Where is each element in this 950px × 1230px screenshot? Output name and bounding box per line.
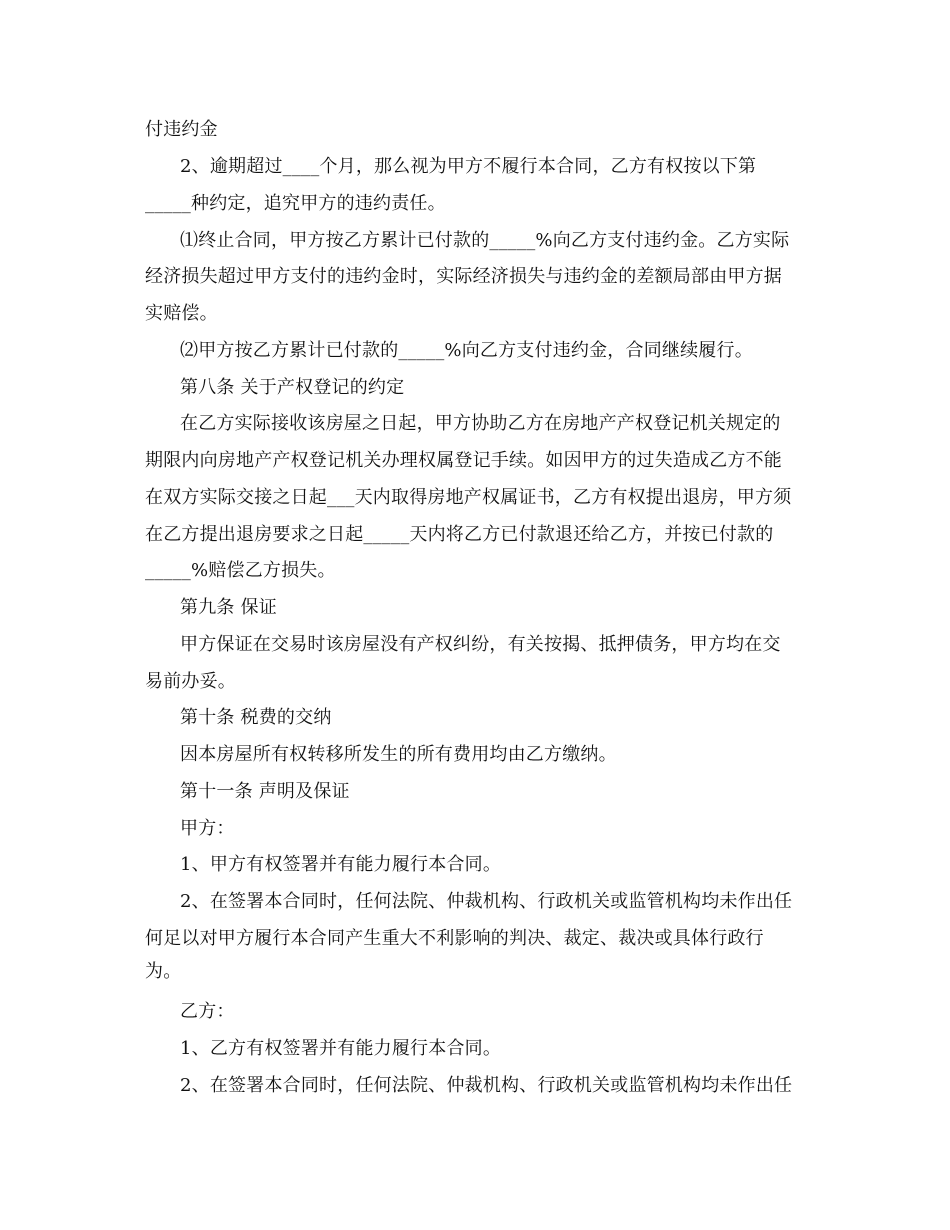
text-line: 在双方实际交接之日起___天内取得房地产权属证书，乙方有权提出退房，甲方须: [145, 487, 792, 508]
text-line: _____种约定，追究甲方的违约责任。: [145, 193, 446, 214]
text-line: 2、在签署本合同时，任何法院、仲裁机构、行政机关或监管机构均未作出任: [180, 891, 793, 912]
text-line: 付违约金: [145, 119, 218, 140]
text-line: 1、甲方有权签署并有能力履行本合同。: [180, 854, 502, 875]
text-line: 甲方保证在交易时该房屋没有产权纠纷，有关按揭、抵押债务，甲方均在交: [180, 634, 781, 655]
text-line: 为。: [145, 961, 182, 982]
text-line: 在乙方实际接收该房屋之日起，甲方协助乙方在房地产产权登记机关规定的: [180, 413, 781, 434]
party-label: 乙方：: [180, 1001, 235, 1022]
text-line: ⑵甲方按乙方累计已付款的_____%向乙方支付违约金，合同继续履行。: [180, 340, 753, 361]
party-label: 甲方：: [180, 818, 235, 839]
text-line: 期限内向房地产产权登记机关办理权属登记手续。如因甲方的过失造成乙方不能: [145, 450, 782, 471]
text-line: ⑴终止合同，甲方按乙方累计已付款的_____%向乙方支付违约金。乙方实际: [180, 230, 790, 251]
section-heading: 第九条 保证: [180, 597, 277, 618]
text-line: _____%赔偿乙方损失。: [145, 560, 336, 581]
text-line: 何足以对甲方履行本合同产生重大不利影响的判决、裁定、裁决或具体行政行: [145, 928, 764, 949]
text-line: 2、在签署本合同时，任何法院、仲裁机构、行政机关或监管机构均未作出任: [180, 1075, 793, 1096]
section-heading: 第十一条 声明及保证: [180, 781, 350, 802]
section-heading: 第十条 税费的交纳: [180, 707, 332, 728]
text-line: 2、逾期超过____个月，那么视为甲方不履行本合同，乙方有权按以下第: [180, 156, 757, 177]
text-line: 实赔偿。: [145, 303, 218, 324]
text-line: 易前办妥。: [145, 671, 236, 692]
text-line: 1、乙方有权签署并有能力履行本合同。: [180, 1038, 502, 1059]
text-line: 因本房屋所有权转移所发生的所有费用均由乙方缴纳。: [180, 744, 617, 765]
section-heading: 第八条 关于产权登记的约定: [180, 377, 405, 398]
text-line: 经济损失超过甲方支付的违约金时，实际经济损失与违约金的差额局部由甲方据: [145, 266, 782, 287]
text-line: 在乙方提出退房要求之日起_____天内将乙方已付款退还给乙方，并按已付款的: [145, 524, 774, 545]
